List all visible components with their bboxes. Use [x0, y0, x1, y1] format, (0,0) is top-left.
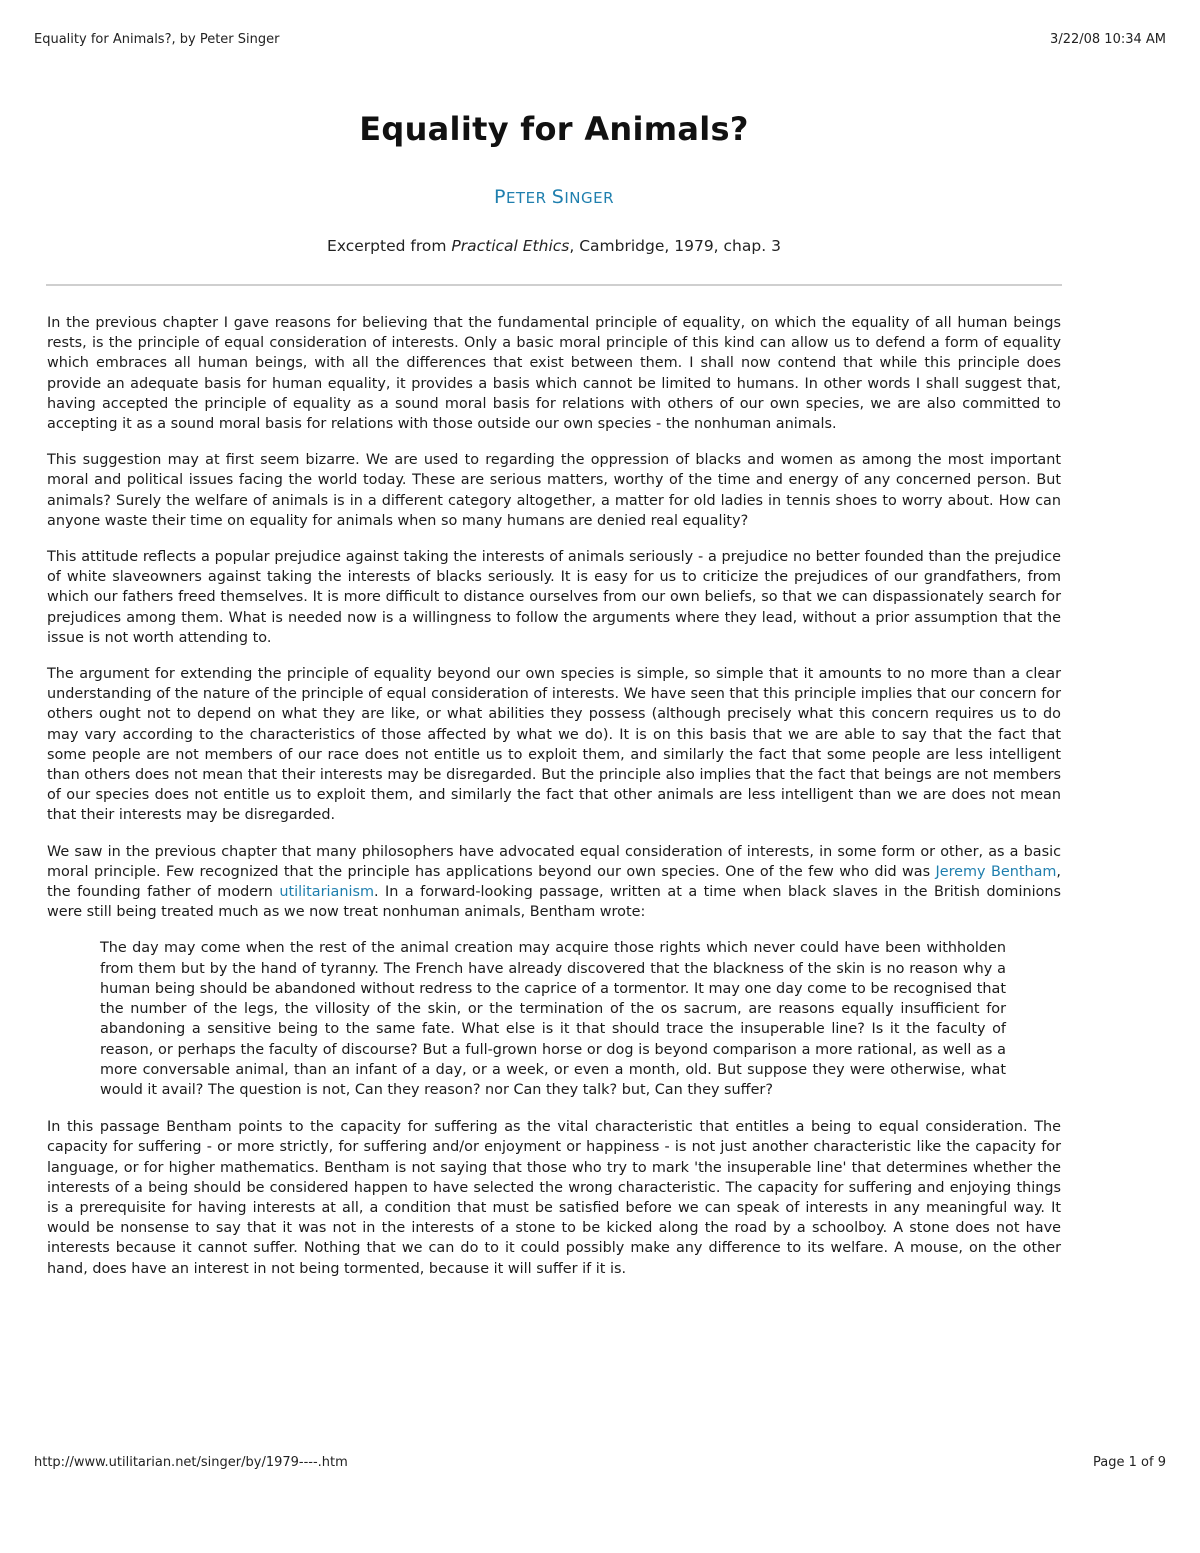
print-header — [34, 32, 1166, 52]
paragraph-5-text-b: , the founding father of modern — [47, 863, 1061, 901]
print-header-timestamp: 3/22/08 10:34 AM — [1050, 32, 1166, 47]
paragraph-2: This suggestion may at first seem bizarre. We are used to regarding the oppression of blacks and women as among the most important moral and political issues facing the world today. These are serious matters, worthy of the time and energy of any concerned person. But animals? Surely the welfare of animals is in a different category altogether, a matter for old ladies in tennis shoes to worry about. How can anyone waste their time on equality for animals when so many humans are denied real equality? — [47, 452, 1061, 529]
print-footer — [34, 1455, 1166, 1475]
paragraph-5 — [47, 842, 1061, 923]
horizontal-divider — [46, 284, 1062, 286]
author-first-initial: P — [493, 186, 506, 208]
jeremy-bentham-link[interactable]: Jeremy Bentham — [935, 863, 1057, 880]
source-citation — [0, 237, 1108, 255]
author-byline — [0, 186, 1108, 208]
paragraph-6: In this passage Bentham points to the capacity for suffering as the vital characteristic that entitles a being to equal consideration. The capacity for suffering - or more strictly, for suffering and/or enjoyment or happiness - is not just another characteristic like the capacity for language, or for higher mathematics. Bentham is not saying that those who try to mark 'the insuperable line' that determines whether the interests of a being should be considered happen to have selected the wrong characteristic. The capacity for suffering and enjoying things is a prerequisite for having interests at all, a condition that must be satisfied before we can speak of interests in any meaningful way. It would be nonsense to say that it was not in the interests of a stone to be kicked along the road by a schoolboy. A stone does not have interests because it cannot suffer. Nothing that we can do to it could possibly make any difference to its welfare. A mouse, on the other hand, does have an interest in not being tormented, because it will suffer if it is. — [47, 1119, 1061, 1277]
bentham-quote: The day may come when the rest of the animal creation may acquire those rights which never could have been withholden from them but by the hand of tyranny. The French have already discovered that the blackness of the skin is no reason why a human being should be abandoned without redress to the caprice of a tormentor. It may one day come to be recognised that the number of the legs, the villosity of the skin, or the termination of the os sacrum, are reasons equally insufficient for abandoning a sensitive being to the same fate. What else is it that should trace the insuperable line? Is it the faculty of reason, or perhaps the faculty of discourse? But a full-grown horse or dog is beyond comparison a more rational, as well as a more conversable animal, than an infant of a day, or a week, or even a month, old. But suppose they were otherwise, what would it avail? The question is not, Can they reason? nor Can they talk? but, Can they suffer? — [100, 940, 1006, 1098]
paragraph-1: In the previous chapter I gave reasons for believing that the fundamental principle of equality, on which the equality of all human beings rests, is the principle of equal consideration of interests. Only a basic moral principle of this kind can allow us to defend a form of equality which embraces all human beings, with all the differences that exist between them. I shall now contend that while this principle does provide an adequate basis for human equality, it provides a basis which cannot be limited to humans. In other words I shall suggest that, having accepted the principle of equality as a sound moral basis for relations with others of our own species, we are also committed to accepting it as a sound moral basis for relations with those outside our own species - the nonhuman animals. — [47, 315, 1061, 433]
paragraph-3: This attitude reflects a popular prejudice against taking the interests of animals seriously - a prejudice no better founded than the prejudice of white slaveowners against taking the interests of blacks seriously. It is easy for us to criticize the prejudices of our grandfathers, from which our fathers freed themselves. It is more difficult to distance ourselves from our own beliefs, so that we can dispassionately search for prejudices among them. What is needed now is a willingness to follow the arguments where they lead, without a prior assumption that the issue is not worth attending to. — [47, 549, 1061, 646]
source-suffix: , Cambridge, 1979, chap. 3 — [569, 237, 781, 255]
article-body — [47, 313, 1061, 1295]
paragraph-5-text-c: . In a forward-looking passage, written at a time when black slaves in the British dominions were still being treated much as we now treat nonhuman animals, Bentham wrote: — [47, 884, 1061, 921]
paragraph-5-text-a: We saw in the previous chapter that many philosophers have advocated equal consideration of interests, in some form or other, as a basic moral principle. Few recognized that the principle has applications beyond our own species. One of the few who did was — [47, 843, 1061, 880]
author-last-initial: S — [551, 186, 565, 208]
utilitarianism-link[interactable]: utilitarianism — [279, 884, 374, 901]
print-footer-url: http://www.utilitarian.net/singer/by/1979----.htm — [34, 1455, 348, 1470]
author-first-rest: ETER — [505, 189, 547, 207]
print-header-title: Equality for Animals?, by Peter Singer — [34, 32, 280, 47]
source-work-title: Practical Ethics — [451, 237, 570, 255]
print-footer-page-number: Page 1 of 9 — [1093, 1455, 1166, 1470]
source-prefix: Excerpted from — [327, 237, 452, 255]
paragraph-4: The argument for extending the principle of equality beyond our own species is simple, so simple that it amounts to no more than a clear understanding of the nature of the principle of equal consideration of interests. We have seen that this principle implies that our concern for others ought not to depend on what they are like, or what abilities they possess (although precisely what this concern requires us to do may vary according to the characteristics of those affected by what we do). It is on this basis that we are able to say that the fact that some people are not members of our race does not entitle us to exploit them, and similarly the fact that some people are less intelligent than others does not mean that their interests may be disregarded. But the principle also implies that the fact that beings are not members of our species does not entitle us to exploit them, and similarly the fact that other animals are less intelligent than we are does not mean that their interests may be disregarded. — [47, 666, 1061, 824]
author-last-rest: INGER — [564, 189, 615, 207]
page-title: Equality for Animals? — [359, 110, 749, 148]
